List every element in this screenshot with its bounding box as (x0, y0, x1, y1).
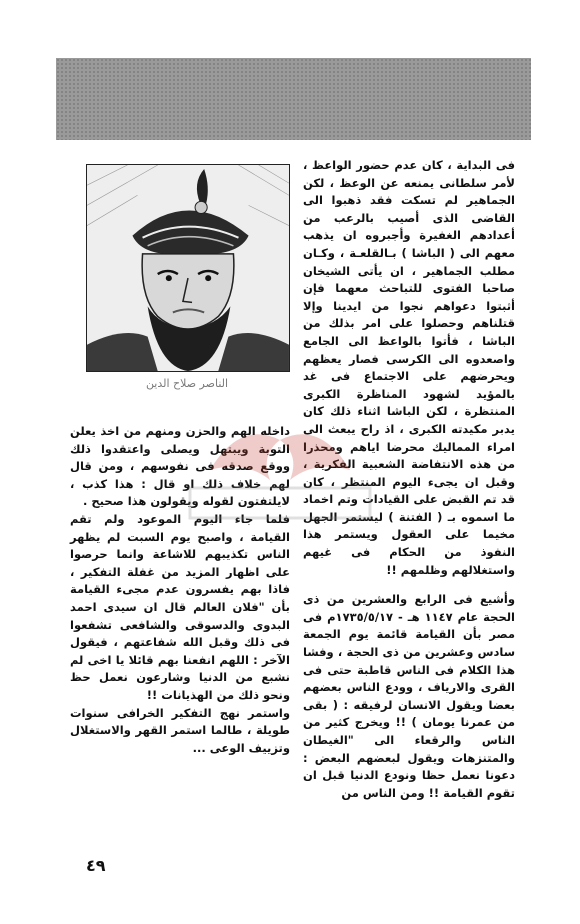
left-column (70, 423, 290, 757)
right-paragraph-2: وأشيع فى الرابع والعشرين من ذى الحجة عام ١١٤٧ هـ - ١٧٣٥/٥/١٧م فى مصر بأن القيامة قائمة يوم الجمعة سادس وعشرين من ذى الحجة ، وفشا هذا الكلام فى الناس قاطبة حتى فى القرى والارياف ، وودع الناس بعضهم بعضا ويقول الانسان لرفيقه : ( بقى من عمرنا يومان ) !! ويخرج كثير من الناس والرقعاء الى "الغيطان والمتنزهات ويقول لبعضهم البعض : دعونا نعمل حظا ونودع الدنيا قبل ان تقوم القيامة !! ومن الناس من (303, 592, 515, 800)
portrait-illustration (86, 164, 290, 372)
header-band (56, 58, 531, 140)
left-paragraph-3: واستمر نهج التفكير الخرافى سنوات طويلة ، طالما استمر القهر والاستغلال وتزييف الوعى ... (70, 705, 290, 755)
portrait-caption: الناصر صلاح الدين (145, 377, 229, 390)
right-paragraph-1: فى البداية ، كان عدم حضور الواعظ ، لأمر سلطانى يمنعه عن الوعظ ، لكن الجماهير لم تسكت فقد ذهبوا الى القاضى الذى أصيب بالرعب من أعدادهم الغفيرة وأجبروه ان يذهب معهم الى ( الباشا ) بـالقلعـة ، وكـان مطلب الجماهير ، ان يأتى الشيخان صاحبا الفتوى للتباحث معهما فإن أثبتوا دعواهم نجوا من ايدينا وإلا قتلناهم وحصلوا على امر بذلك من الباشا ، فأتوا بالواعظ الى الجامع واصعدوه الى الكرسى فصار يعظهم ويحرضهم على الاجتماع فى غد بالمؤيد لشهود المناظرة الكبرى المنتظرة ، لكن الباشا اثناء ذلك كان يدبر مكيدته الكبرى ، اذ راح يبعث الى امراء المماليك محرضا اياهم ومحذرا من هذه الانتفاضة الشعبية الفكرية ، وقبل ان يجىء اليوم المنتظر ، كان قد تم القبض على القيادات وتم اخماد ما اسموه بـ ( الفتنة ) ليستمر الجهل مخيما على العقول ويستمر هذا النفوذ من الحكام فى غيهم واستغلالهم وظلمهم !! (303, 158, 515, 577)
left-paragraph-2: فلما جاء اليوم الموعود ولم تقم القيامة ، واصبح يوم السبت لم يظهر الناس تكذيبهم للاشاعة وانما حرصوا على اظهار المزيد من غفلة التفكير ، فاذا بهم يفسرون عدم مجىء القيامة بأن "فلان العالم قال ان سيدى احمد البدوى والدسوقى والشافعى تشفعوا فى ذلك وقبل الله شفاعتهم ، فيقول الآخر : اللهم انفعنا بهم قائلا يا اخى لم نشبع من الدنيا وشارعون نعمل حظ ونحو ذلك من الهذيانات !! (70, 511, 290, 702)
portrait-drawing (87, 165, 289, 371)
page-number: ٤٩ (86, 856, 106, 875)
left-paragraph-1: داخله الهم والحزن ومنهم من اخذ يعلن التوبة ويبتهل ويصلى واعتقدوا ذلك ووقع صدقه فى نفوسهم ، ومن قال لهم خلاف ذلك او قال : هذا كذب ، لايلتفتون لقوله ويقولون هذا صحيح . (70, 424, 290, 509)
right-column (303, 157, 515, 802)
